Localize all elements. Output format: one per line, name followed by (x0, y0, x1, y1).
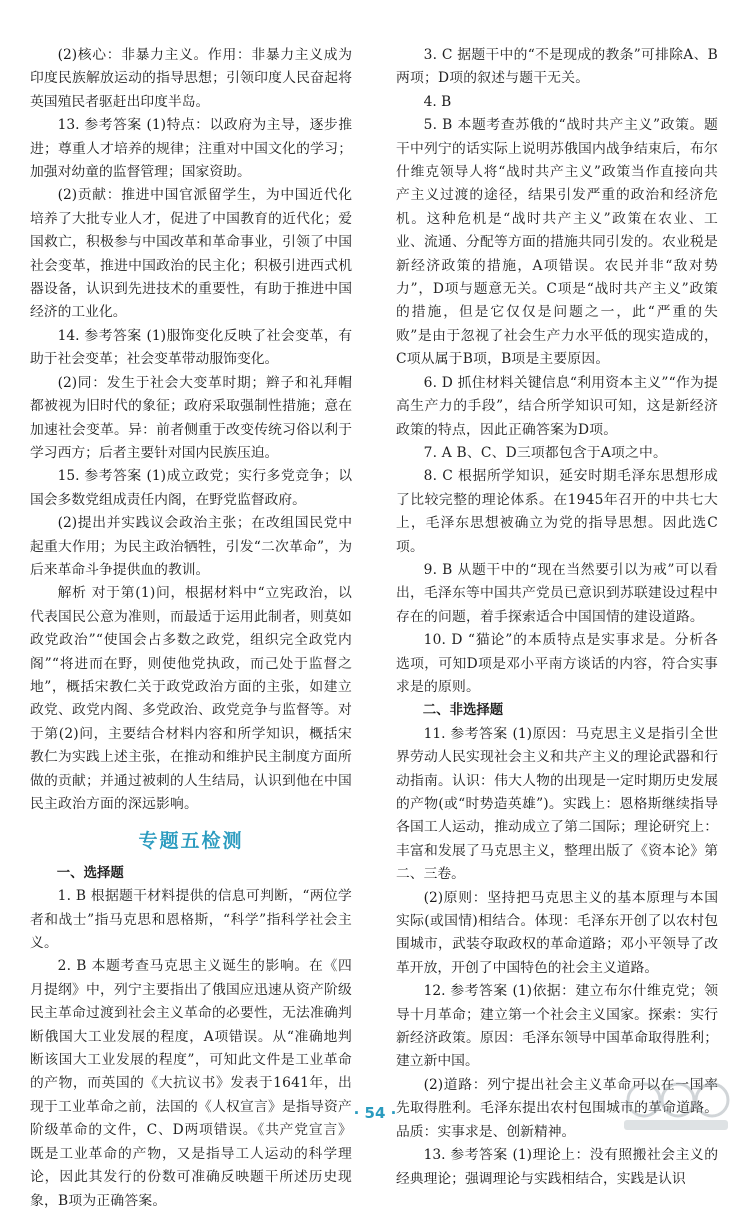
para-l3: 14. 参考答案 (1)服饰变化反映了社会变革，有助于社会变革；社会变革带动服饰变化。 (30, 327, 352, 368)
para-r8: 11. 参考答案 (1)原因：马克思主义是指引全世界劳动人民实现社会主义和共产主义的理论武器和行动指南。认识：伟大人物的出现是一定时期历史发展的产物(或“时势造英雄”)。实践上：恩格斯继续指导各国工人运动，推动成立了第二国际；理论研究上：丰富和发展了马克思主义，整理出版了《资本论》第二、三卷。 (396, 725, 718, 883)
para-r12: 13. 参考答案 (1)理论上：没有照搬社会主义的经典理论；强调理论与实践相结合，实践是认识 (396, 1147, 718, 1187)
watermark-logo-icon (616, 1078, 736, 1134)
watermark-graphic (616, 1078, 736, 1134)
right-column (396, 44, 718, 1191)
para-l2: (2)贡献：推进中国官派留学生，为中国近代化培养了大批专业人才，促进了中国教育的近代化；爱国救亡，积极参与中国改革和革命事业，引领了中国社会变革，推进中国政治的民主化；积极引进西式机器设备，认识到先进技术的重要性，有助于推进中国经济的工业化。 (30, 187, 352, 321)
para-r1: 4. B (423, 93, 452, 110)
para-r2: 5. B 本题考查苏俄的“战时共产主义”政策。题干中列宁的话实际上说明苏俄国内战争结束后，布尔什维克领导人将“战时共产主义”政策当作直接向共产主义过渡的途径，结果引发严重的政治和经济危机。这种危机是“战时共产主义”政策在农业、工业、流通、分配等方面的措施共同引发的。农业税是新经济政策的措施，A项错误。农民并非“敌对势力”，D项与题意无关。C项是“战时共产主义”政策的措施，但是它仅仅是问题之一，此“严重的失败”是由于忽视了社会生产力水平低的现实造成的，C项从属于B项，B项是主要原因。 (396, 117, 718, 368)
para-r9: (2)原则：坚持把马克思主义的基本原理与本国实际(或国情)相结合。体现：毛泽东开创了以农村包围城市，武装夺取政权的革命道路；邓小平领导了改革开放，开创了中国特色的社会主义道路。 (396, 889, 718, 976)
para-r5: 8. C 根据所学知识，延安时期毛泽东思想形成了比较完整的理论体系。在1945年召开的中共七大上，毛泽东思想被确立为党的指导思想。因此选C项。 (396, 468, 718, 555)
para-r6: 9. B 从题干中的“现在当然要引以为戒”可以看出，毛泽东等中国共产党员已意识到苏联建设过程中存在的问题，着手探索适合中国国情的建设道路。 (396, 561, 718, 625)
para-l0: (2)核心：非暴力主义。作用：非暴力主义成为印度民族解放运动的指导思想；引领印度人民奋起将英国殖民者驱赶出印度半岛。 (30, 47, 352, 110)
para-l9: 2. B 本题考查马克思主义诞生的影响。在《四月提纲》中，列宁主要指出了俄国应迅速从资产阶级民主革命过渡到社会主义革命的必要性，无法准确判断俄国大工业发展的程度，A项错误。从“准确地判断该国大工业发展的程度”，可知此文件是工业革命的产物，而英国的《大抗议书》发表于1641年，出现于工业革命之前，法国的《人权宣言》是指导资产阶级革命的文件，C、D两项错误。《共产党宣言》既是工业革命的产物，又是指导工人运动的科学理论，因此其发行的份数可准确反映题干所述历史现象，B项为正确答案。 (30, 958, 352, 1209)
section-title: 专题五检测 (138, 830, 244, 853)
para-r11: (2)道路：列宁提出社会主义革命可以在一国率先取得胜利。毛泽东提出农村包围城市的革命道路。品质：实事求是、创新精神。 (396, 1076, 718, 1140)
left-column (30, 44, 352, 1213)
para-l1: 13. 参考答案 (1)特点：以政府为主导，逐步推进；尊重人才培养的规律；注重对中国文化的学习；加强对幼童的监督管理；国家资助。 (30, 117, 352, 181)
page-number: · 54 · (353, 1104, 397, 1122)
para-l4: (2)同：发生于社会大变革时期；辫子和礼拜帽都被视为旧时代的象征；政府采取强制性措施；意在加速社会变革。异：前者侧重于改变传统习俗以利于学习西方；后者主要针对国内民族压迫。 (30, 374, 352, 461)
para-l7-analysis: 解析 对于第(1)问，根据材料中“立宪政治，以代表国民公意为准则，而最适于运用此制者，则莫如政党政治”“使国会占多数之政党，组织完全政党内阁”“将进而在野，则使他党执政，而己处于监督之地”，概括宋教仁关于政党政治方面的主张，如建立政党、政党内阁、多党政治、政党竞争与监督等。对于第(2)问，主要结合材料内容和所学知识，概括宋教仁为实践上述主张，在推动和维护民主制度方面所做的贡献；并通过被刺的人生结局，认识到他在中国民主政治方面的深远影响。 (30, 585, 352, 812)
para-l8: 1. B 根据题干材料提供的信息可判断，“两位学者和战士”指马克思和恩格斯，“科学”指科学社会主义。 (30, 888, 352, 952)
para-l5: 15. 参考答案 (1)成立政党；实行多党竞争；以国会多数党组成责任内阁，在野党监督政府。 (30, 468, 352, 508)
para-r3: 6. D 抓住材料关键信息“利用资本主义”“作为提高生产力的手段”，结合所学知识可知，这是新经济政策的特点，因此正确答案为D项。 (396, 374, 718, 438)
para-r0: 3. C 据题干中的“不是现成的教条”可排除A、B两项；D项的叙述与题干无关。 (396, 47, 718, 87)
para-r4: 7. A B、C、D三项都包含于A项之中。 (423, 444, 667, 461)
section-two-heading: 二、非选择题 (422, 703, 504, 719)
para-r10: 12. 参考答案 (1)依据：建立布尔什维克党；领导十月革命；建立第一个社会主义国家。探索：实行新经济政策。原因：毛泽东领导中国革命取得胜利；建立新中国。 (396, 983, 718, 1070)
section-one-heading: 一、选择题 (56, 865, 124, 881)
para-r7: 10. D “猫论”的本质特点是实事求是。分析各选项，可知D项是邓小平南方谈话的内容，符合实事求是的原则。 (396, 632, 718, 695)
para-l6: (2)提出并实践议会政治主张；在改组国民党中起重大作用；为民主政治牺牲，引发“二次革命”，为后来革命斗争提供血的教训。 (30, 515, 352, 578)
